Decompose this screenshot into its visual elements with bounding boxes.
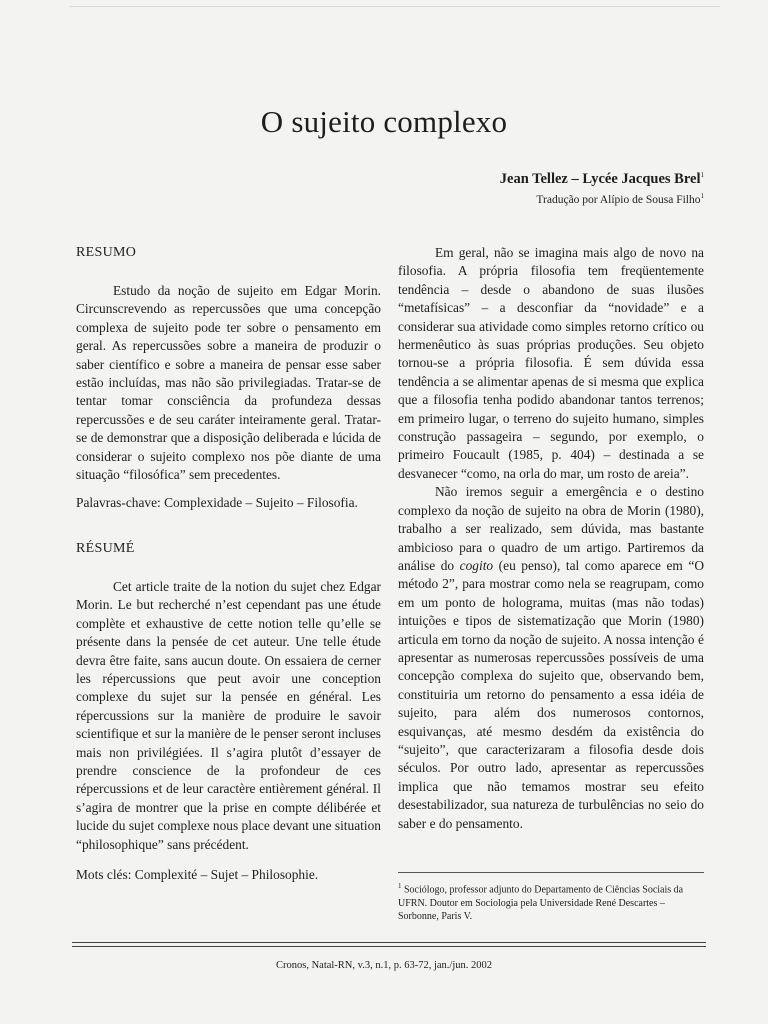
footnote-text: Sociólogo, professor adjunto do Departamento de Ciências Sociais da UFRN. Doutor em Sociologia pela Universidade René Descartes – Sorbonne, Paris V. <box>398 884 684 923</box>
journal-citation: Cronos, Natal-RN, v.3, n.1, p. 63-72, jan./jun. 2002 <box>275 960 492 971</box>
body-column <box>398 244 704 833</box>
resumo-paragraph: Estudo da noção de sujeito em Edgar Morin. Circunscrevendo as repercussões que uma concepção complexa de sujeito pode ter sobre o pensamento em geral. As repercussões sobre a maneira de produzir o saber científico e sobre a maneira de pensar esse saber estão incluídas, mas não são privilegiadas. Tratar-se de tentar tomar consciência da profundeza dessas repercussões e de seu caráter inteiramente geral. Tratar-se de demonstrar que a disposição deliberada e lúcida de considerar o sujeito complexo nos põe diante de uma situação “filosófica” sem precedentes. <box>76 283 381 483</box>
resumo-keywords: Palavras-chave: Complexidade – Sujeito – Filosofia. <box>76 495 358 511</box>
author-name: Jean Tellez – Lycée Jacques Brel <box>499 171 701 187</box>
body-paragraph-1: Em geral, não se imagina mais algo de novo na filosofia. A própria filosofia tem freqüentemente tendência – desde o abandono de suas ilusões “metafísicas” – a desconfiar da “novidade” e a considerar sua atividade como simples retorno crítico ou hermenêutico às suas próprias produções. Seu objeto tornou-se a própria filosofia. É sem dúvida essa tendência a se alimentar apenas de si mesma que explica que a filosofia tenha podido abandonar tantos terrenos; em primeiro lugar, o terreno do sujeito humano, simples construção passageira – segundo, por exemplo, o primeiro Foucault (1985, p. 404) – destinada a se desvanecer “como, na orla do mar, um rosto de areia”. <box>398 245 704 481</box>
author-note-ref: 1 <box>700 171 704 180</box>
abstract-column <box>76 244 381 884</box>
resume-paragraph: Cet article traite de la notion du sujet chez Edgar Morin. Le but recherché n’est cependant pas une étude complète et exhaustive de cette notion telle qu’elle se présente dans la pensée de cet auteur. Une telle étude devra être faite, sans aucun doute. On essaiera de cerner les répercussions que peut avoir une conception complexe du sujet sur la pensée en général. Les répercussions sur la manière de produire le savoir scientifique et sur la manière de le penser seront incluses mais non privilégiées. Il s’agira plutôt d’essayer de prendre conscience de la profondeur de ces répercussions et de leur caractère entièrement général. Il s’agira de montrer que la prise en compte délibérée et lucide du sujet complexe nous place devant une situation “philosophique” sans précédent. <box>76 578 381 852</box>
resume-heading: RÉSUMÉ <box>76 540 135 556</box>
body-paragraph-2: Não iremos seguir a emergência e o destino complexo da noção de sujeito na obra de Morin (1980), trabalho a ser realizado, sem dúvida, mas bastante ambicioso para o quadro de um artigo. Partiremos da análise do cogito (eu penso), tal como aparece em “O método 2”, para mostrar como nela se reagrupam, como em um ponto de holograma, muitas (mas não todas) intuições e tipos de sistematização que Morin (1980) articula em torno da noção de sujeito. A nossa intenção é apresentar as numerosas repercussões possíveis de uma concepção complexa do sujeito que, observando bem, constituiria um retorno do pensamento a essa idéia de sujeito, para além dos numerosos contornos, esquivanças, até mesmo desdém da existência do “sujeito”, que caracterizaram a filosofia desde dois séculos. Por outro lado, apresentar as repercussões implica que não temamos mostrar seu efeito desestabilizador, sua natureza de turbulências no seio do saber e do pensamento. <box>398 484 704 831</box>
article-title: O sujeito complexo <box>260 104 508 139</box>
translator-note-ref: 1 <box>700 192 704 200</box>
footnote-marker: 1 <box>398 882 402 890</box>
footnote-rule <box>398 872 704 873</box>
top-rule <box>70 6 720 7</box>
cogito-term: cogito <box>459 557 494 573</box>
article-translator <box>536 192 704 206</box>
resume-keywords: Mots clés: Complexité – Sujet – Philosophie. <box>76 866 319 882</box>
article-author <box>500 171 704 188</box>
bottom-rule-thick <box>72 942 706 943</box>
resumo-heading: RESUMO <box>76 245 137 260</box>
footnote <box>398 880 704 924</box>
translator-name: Tradução por Alípio de Sousa Filho <box>536 193 701 206</box>
bottom-rule-thin <box>72 946 706 947</box>
